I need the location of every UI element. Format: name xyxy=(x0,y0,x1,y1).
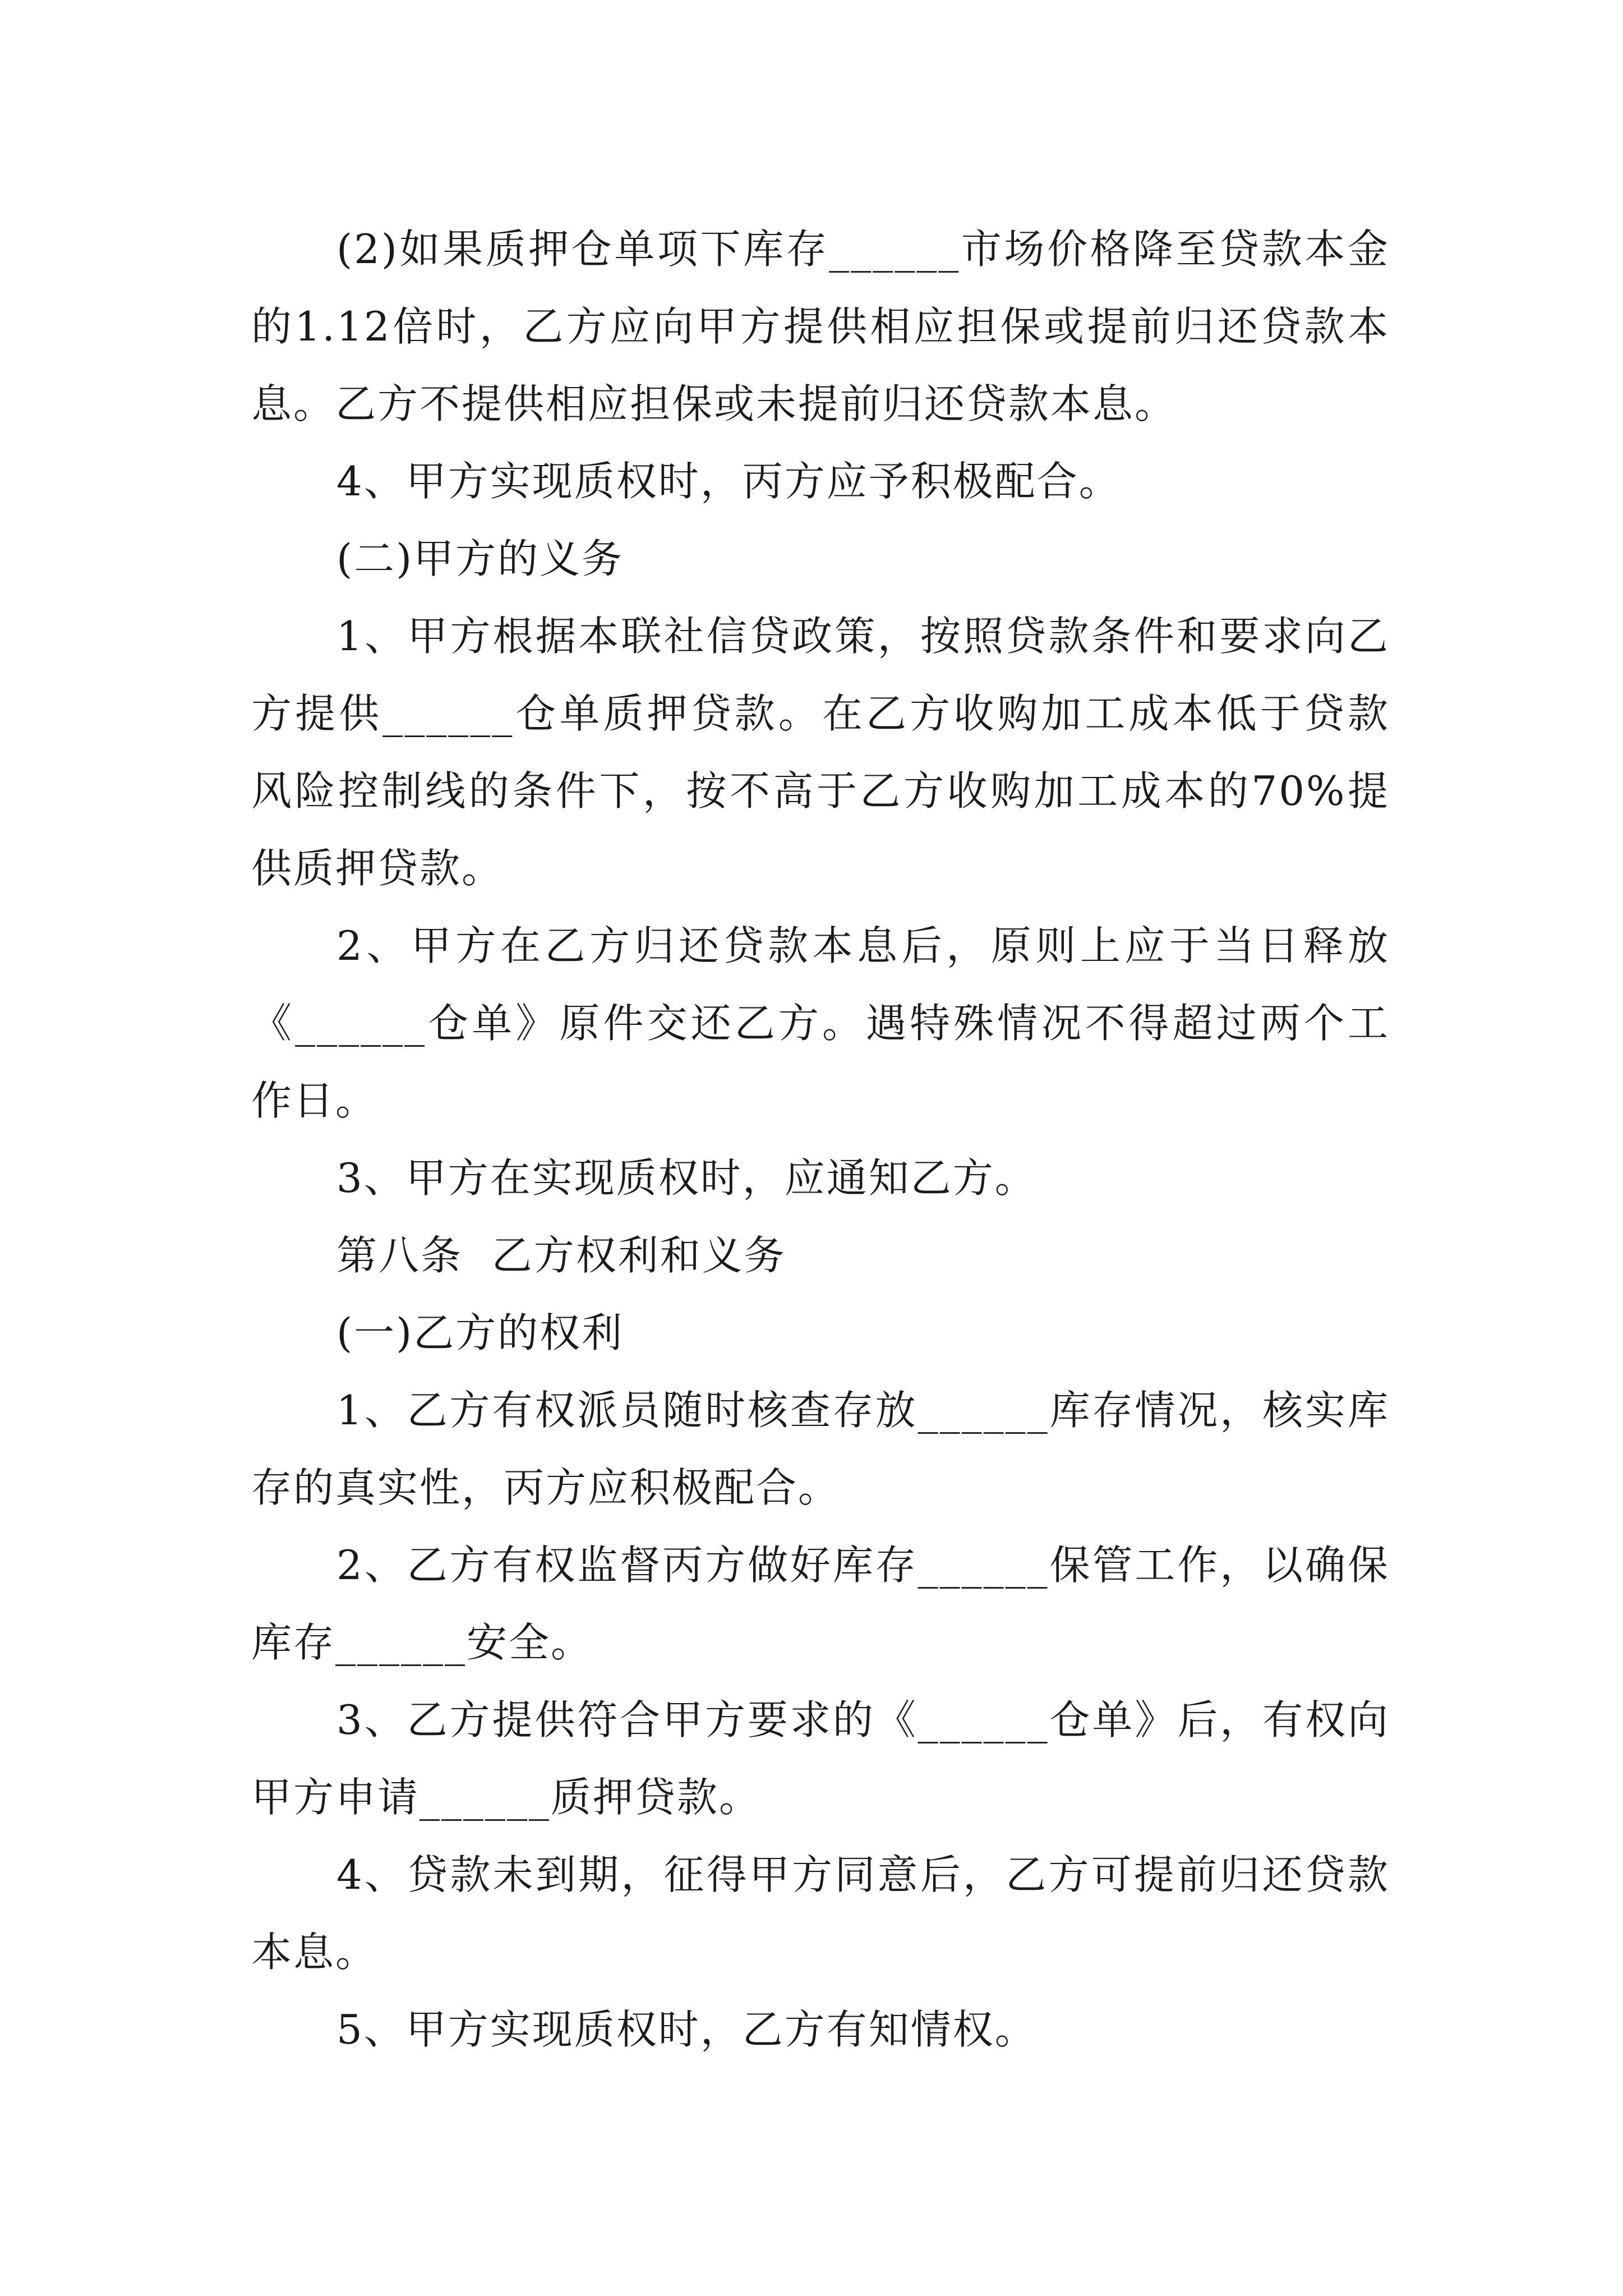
paragraph-party-a-obligation-3: 3、甲方在实现质权时，应通知乙方。 xyxy=(336,1154,1037,1202)
section-heading-party-a-obligations: (二)甲方的义务 xyxy=(336,535,624,582)
paragraph-party-b-right-2: 2、乙方有权监督丙方做好库存______保管工作，以确保库存______安全。 xyxy=(251,1542,1390,1666)
paragraph-party-b-right-5: 5、甲方实现质权时，乙方有知情权。 xyxy=(336,2006,1037,2053)
paragraph-party-c-cooperation: 4、甲方实现质权时，丙方应予积极配合。 xyxy=(336,458,1121,505)
paragraph-party-a-obligation-2: 2、甲方在乙方归还贷款本息后，原则上应于当日释放《______仓单》原件交还乙方。遇特殊情况不得超过两个工作日。 xyxy=(251,922,1390,1124)
paragraph-party-a-obligation-1: 1、甲方根据本联社信贷政策，按照贷款条件和要求向乙方提供______仓单质押贷款。在乙方收购加工成本低于贷款风险控制线的条件下，按不高于乙方收购加工成本的70%提供质押贷款。 xyxy=(251,613,1390,892)
paragraph-party-b-right-4: 4、贷款未到期，征得甲方同意后，乙方可提前归还贷款本息。 xyxy=(251,1851,1390,1976)
paragraph-party-b-right-3: 3、乙方提供符合甲方要求的《______仓单》后，有权向甲方申请______质押贷款。 xyxy=(251,1696,1390,1821)
paragraph-party-b-right-1: 1、乙方有权派员随时核查存放______库存情况，核实库存的真实性，丙方应积极配合。 xyxy=(251,1387,1390,1511)
article-heading-eight: 第八条 乙方权利和义务 xyxy=(336,1232,786,1279)
document-body xyxy=(251,210,1390,2068)
section-heading-party-b-rights: (一)乙方的权利 xyxy=(336,1309,624,1356)
paragraph-pledge-price-drop: (2)如果质押仓单项下库存______市场价格降至贷款本金的1.12倍时，乙方应向甲方提供相应担保或提前归还贷款本息。乙方不提供相应担保或未提前归还贷款本息。 xyxy=(251,226,1390,427)
